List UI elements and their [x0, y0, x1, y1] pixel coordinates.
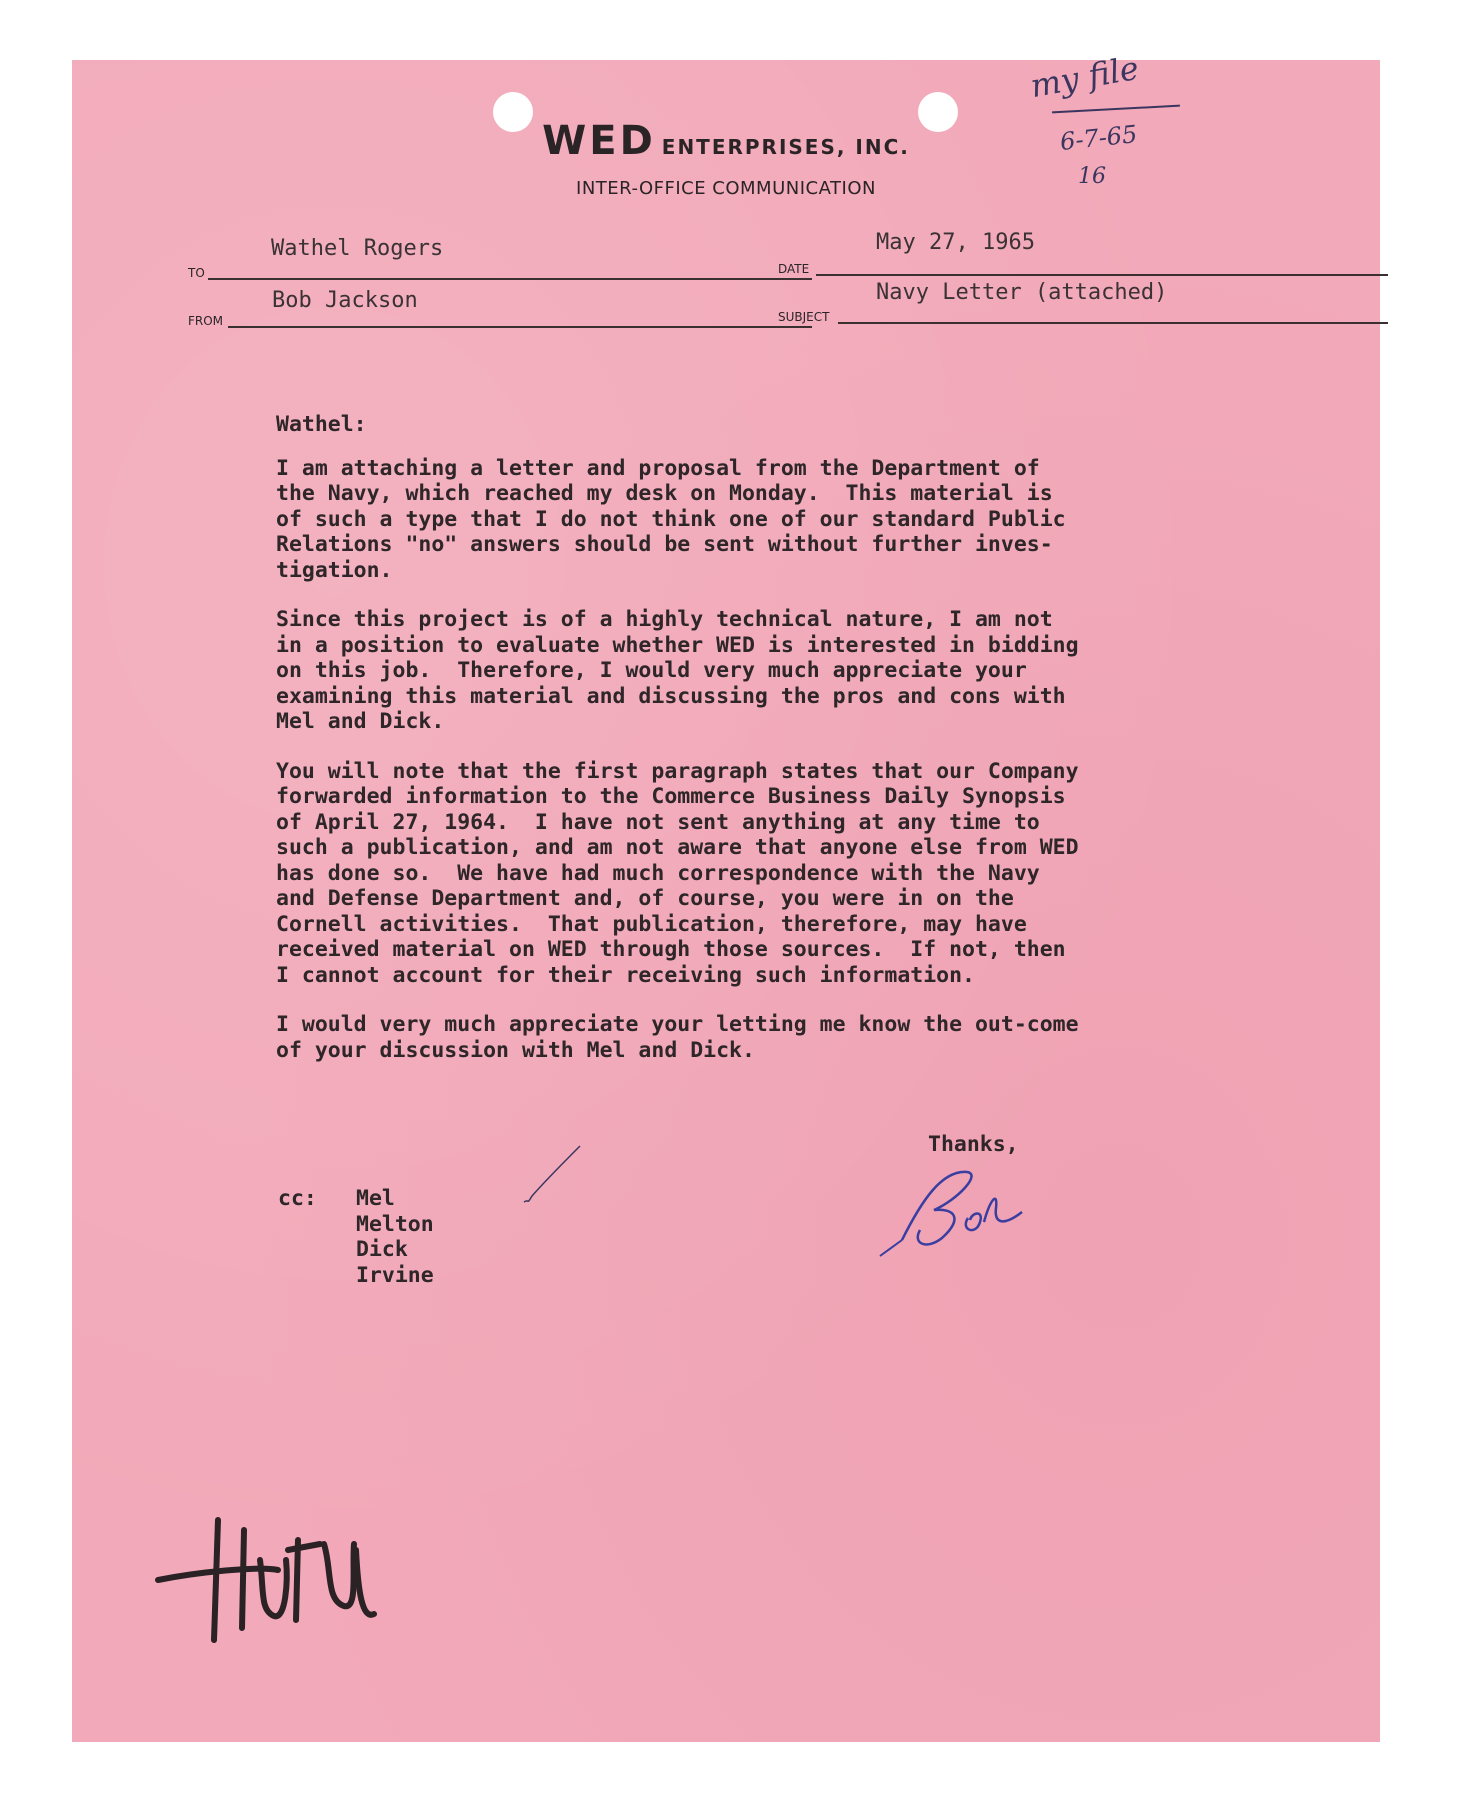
- to-label: TO: [188, 266, 205, 280]
- subject-line: [838, 322, 1388, 324]
- document-type: INTER-OFFICE COMMUNICATION: [576, 178, 876, 199]
- to-value: Wathel Rogers: [271, 236, 444, 261]
- date-line: [816, 274, 1388, 276]
- company-name: WED: [542, 118, 656, 164]
- company-suffix: ENTERPRISES, INC.: [661, 135, 910, 159]
- to-line: [208, 278, 812, 280]
- paragraph-1: I am attaching a letter and proposal from the Department of the Navy, which reached my desk on Monday. This material is of such a type that I do not think one of our standard Public Relations "no" answers should be sent without further inves- tigation.: [276, 455, 1066, 583]
- date-label: DATE: [778, 262, 810, 276]
- cc-label: cc:: [278, 1186, 317, 1211]
- from-line: [228, 326, 812, 328]
- pencil-initials: [148, 1510, 388, 1665]
- subject-value: Navy Letter (attached): [876, 280, 1168, 305]
- check-mark-icon: [516, 1140, 586, 1210]
- file-note-underline: [1052, 105, 1180, 114]
- file-number-note: 16: [1078, 164, 1106, 189]
- file-date-note: 6-7-65: [1058, 120, 1139, 156]
- from-label: FROM: [188, 314, 224, 328]
- from-value: Bob Jackson: [272, 288, 418, 313]
- paragraph-2: Since this project is of a highly technical nature, I am not in a position to evaluate whether WED is interested in bidding on this job. Therefore, I would very much appreciate your examining this material and discussing the pros and cons with Mel and Dick.: [276, 607, 1079, 734]
- company-letterhead: [72, 118, 1380, 164]
- memo-sheet: [72, 48, 1380, 1742]
- pencil-initials-icon: [148, 1510, 388, 1660]
- cc-name-2: Dick Irvine: [356, 1237, 434, 1288]
- file-note: my file: [1027, 48, 1142, 106]
- signature: [872, 1160, 1032, 1265]
- signature-icon: [872, 1160, 1032, 1260]
- memo-body: [276, 412, 1276, 1063]
- salutation: Wathel:: [276, 412, 367, 437]
- cc-name-1: Mel Melton: [356, 1186, 434, 1237]
- paragraph-3: You will note that the first paragraph states that our Company forwarded information to the Commerce Business Daily Synopsis of April 27, 1964. I have not sent anything at any time to such a publication, and am not aware that anyone else from WED has done so. We have had much correspondence with the Navy and Defense Department and, of course, you were in on the Cornell activities. That publication, therefore, may have received material on WED through those sources. If not, then I cannot account for their receiving such information.: [276, 758, 1079, 988]
- paragraph-4: I would very much appreciate your letting me know the out-come of your discussion with Mel and Dick.: [276, 1012, 1079, 1063]
- check-mark: [516, 1140, 586, 1215]
- subject-label: SUBJECT: [778, 310, 830, 324]
- cc-block: [278, 1186, 434, 1288]
- closing: Thanks,: [928, 1132, 1019, 1157]
- date-value: May 27, 1965: [876, 230, 1035, 255]
